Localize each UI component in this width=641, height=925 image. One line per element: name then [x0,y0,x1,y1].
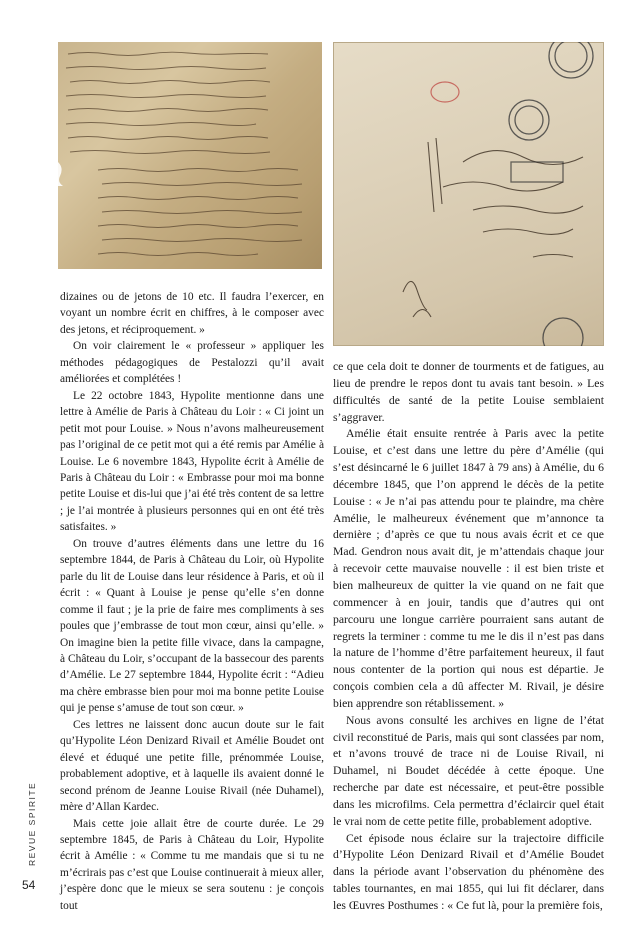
journal-name-label: REVUE SPIRITE [27,781,37,866]
paragraph: On trouve d’autres éléments dans une lettre du 16 septembre 1844, de Paris à Château du Loir, où Hypolite parle du lit de Louise dans leur résidence à Paris, et où il écrit : « Quant à Louise je pense qu’elle s’en donne comme il faut ; je la prie de faire mes compliments à ses poules que j’embrasse de tout mon cœur, ainsi qu’elle. » On imagine bien la petite fille vivace, dans la campagne, à Château du Loir, s’occupant de la bassecour des parents d’Amélie. Le 27 septembre 1844, Hypolite écrit : “Adieu ma chère embrasse bien pour moi ma bonne petite Louise qui je pense s’amuse de tout son cœur. » [60,537,324,715]
paragraph: Cet épisode nous éclaire sur la trajectoire difficile d’Hypolite Léon Denizard Rivail et d’Amélie Boudet dans la période avant l’observation du phénomène des tables tournantes, en mai 1855, qui lui fit déclarer, dans les Œuvres Posthumes : « Ce fut là, pour la première fois, [333,831,604,912]
paragraph: ce que cela doit te donner de tourments et de fatigues, au lieu de prendre le repos dont tu avais tant besoin. » Les difficultés de santé de la petite Louise semblaient s’aggraver. [333,360,604,424]
envelope-with-postmarks-photo [333,42,604,346]
paragraph: Mais cette joie allait être de courte durée. Le 29 septembre 1845, de Paris à Château du Loir, Hypolite écrit à Amélie : « Comme tu me mandais que si tu ne m’écrirais pas c’est que Louise continuerait à mieux aller, j’espère donc que le mieux se sera soutenu : je conçois tout [60,817,324,912]
page-number: 54 [22,878,36,892]
envelope-markings [333,42,604,346]
paragraph: Ces lettres ne laissent donc aucun doute sur le fait qu’Hypolite Léon Denizard Rivail et Amélie Boudet ont élevé et éduqué une petite fille, prénommée Louise, probablement adoptive, et à laquelle ils avaient donné le second prénom de Jeanne Louise Rivail (née Duhamel), mère d’Allan Kardec. [60,718,324,814]
right-text-column [333,359,604,915]
left-text-column [60,289,324,914]
paragraph: Nous avons consulté les archives en ligne de l’état civil reconstitué de Paris, mais qui sont classées par nom, et n’avons trouvé de trace ni de Louise Rivail, ni Duhamel, ni Boudet décédée à cette époque. Une recherche par date est nécessaire, et peut-être possible dans les microfilms. Cela permettra d’éclaircir quel était le vrai nom de cette petite fille, probablement adoptive. [333,713,604,828]
handwritten-letter-photo [58,42,322,269]
paragraph: Amélie était ensuite rentrée à Paris avec la petite Louise, et c’est dans une lettre du père d’Amélie (qui s’est désincarné le 6 juillet 1847 à 79 ans) à Amélie, du 6 décembre 1845, que l’on apprend le décès de la petite Louise : « Je n’ai pas attendu pour te plaindre, ma chère Amélie, le malheureux événement que m’annonce ta dernière ; d’après ce que tu nous avais écrit et ce que Mad. Gendron nous avait dit, je m’attendais chaque jour à recevoir cette mauvaise nouvelle : il est bien triste et bien malheureux de quitter la vie quand on ne fait que commencer à en jouir, tandis que d’autres qui ont parcouru une longue carrière pourraient sans autant de regrets la terminer : comme tu me le dis il n’est pas dans la nature de l’homme d’être parfaitement heureux, il faut nous contenter de la portion qui nous est départie. Je conçois combien cela a dû affecter M. Rivail, je désire bien apprendre son rétablissement. » [333,427,604,710]
paragraph: dizaines ou de jetons de 10 etc. Il faudra l’exercer, en voyant un nombre écrit en chiffres, à le composer avec des jetons, et réciproquement. » [60,291,324,336]
paragraph: Le 22 octobre 1843, Hypolite mentionne dans une lettre à Amélie de Paris à Château du Loir : « Ci joint un petit mot pour Louise. » Nous n’avons malheureusement pas l’original de ce petit mot qui a été remis par Amélie à Louise. Le 6 novembre 1843, Hypolite écrit à Amélie de Paris à Château du Loir : « Embrasse pour moi ma bonne petite Louise et dis-lui que j’ai été très content de sa lettre ; je l’ai montrée à plusieurs personnes qui en ont été très satisfaites. » [60,389,324,534]
letter-script-lines [58,42,322,269]
paragraph: On voir clairement le « professeur » appliquer les méthodes pédagogiques de Pestalozzi qu’il avait améliorées et complétées ! [60,340,324,386]
